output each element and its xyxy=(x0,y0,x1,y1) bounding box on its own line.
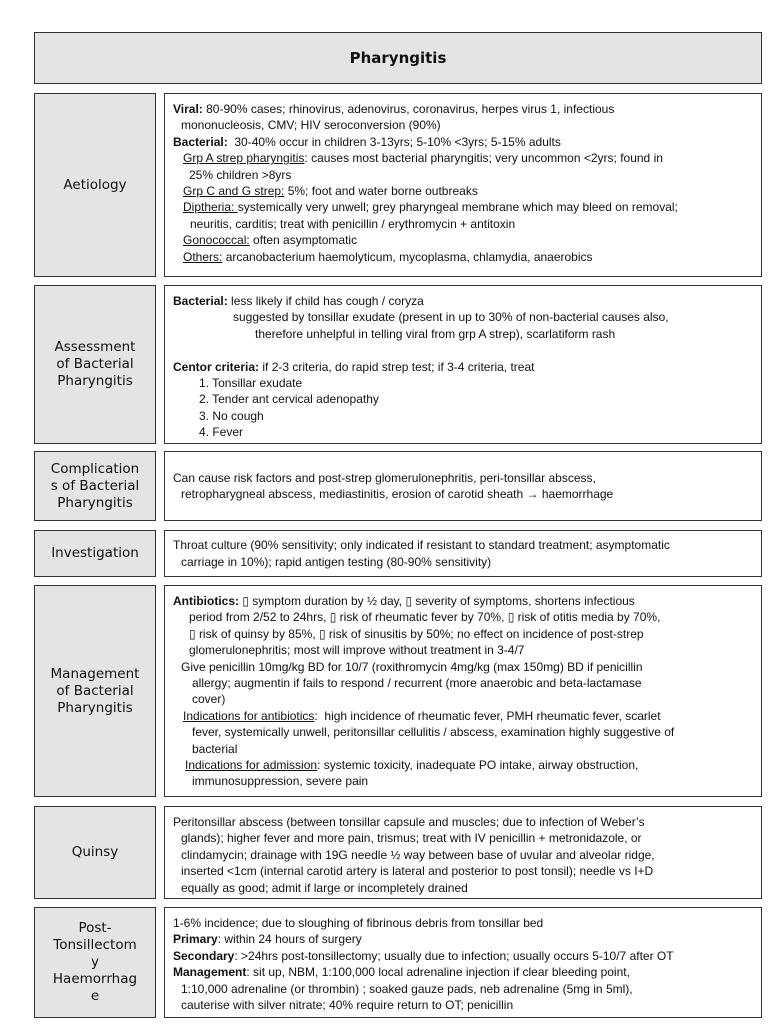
text: 80-90% cases; rhinovirus, adenovirus, coronavirus, herpes virus 1, infectious xyxy=(202,102,615,116)
underlined-subheading: Others: xyxy=(183,249,223,264)
text-line xyxy=(173,915,753,931)
section-label-complications xyxy=(34,451,156,521)
section-label-line: Pharyngitis xyxy=(57,699,133,716)
text-line xyxy=(173,424,753,440)
text-line xyxy=(173,724,753,740)
text: allergy; augmentin if fails to respond / recurrent (more anaerobic and beta-lactamase xyxy=(192,676,642,691)
text-line xyxy=(173,757,753,773)
section-label-line: Management xyxy=(50,665,140,682)
section-label-line: Post- xyxy=(78,920,112,936)
text-line xyxy=(173,408,753,424)
section-content-quinsy xyxy=(164,806,762,899)
text-line xyxy=(173,375,753,391)
text-line xyxy=(173,486,753,502)
text-line xyxy=(173,691,753,707)
text: immunosuppression, severe pain xyxy=(192,774,369,789)
text: cover) xyxy=(192,692,226,707)
text: neuritis, carditis; treat with penicillin / erythromycin + antitoxin xyxy=(190,216,516,231)
text: mononucleosis, CMV; HIV seroconversion (90%) xyxy=(181,118,441,133)
text: suggested by tonsillar exudate (present in up to 30% of non-bacterial causes also, xyxy=(233,310,669,325)
page-title: Pharyngitis xyxy=(34,32,762,84)
text: 2. Tender ant cervical adenopathy xyxy=(199,392,379,407)
underlined-subheading: Gonococcal: xyxy=(183,233,250,248)
text: : causes most bacterial pharyngitis; very uncommon <2yrs; found in xyxy=(304,151,663,166)
text-line xyxy=(173,150,753,166)
text: : within 24 hours of surgery xyxy=(217,932,362,947)
section-label-line: e xyxy=(90,988,100,1004)
text: systemically very unwell; grey pharyngeal membrane which may bleed on removal; xyxy=(237,200,678,215)
bold-heading: Viral: xyxy=(173,102,203,116)
section-label-line: Investigation xyxy=(51,545,139,561)
text-line xyxy=(173,814,753,830)
text-line xyxy=(173,931,753,947)
section-label-line: s of Bacterial xyxy=(50,477,140,494)
text-line xyxy=(173,342,753,358)
text-line xyxy=(173,609,753,625)
section-label-post-tonsillectomy-haemorrhage xyxy=(34,907,156,1018)
underlined-subheading: Indications for antibiotics xyxy=(183,708,315,723)
section-content-management xyxy=(164,585,762,797)
section-label-line: of Bacterial xyxy=(56,682,134,699)
text: 1-6% incidence; due to sloughing of fibrinous debris from tonsillar bed xyxy=(173,916,544,930)
section-label-investigation xyxy=(34,530,156,577)
text: : high incidence of rheumatic fever, PMH rheumatic fever, scarlet xyxy=(314,708,661,723)
text: therefore unhelpful in telling viral from grp A strep), scarlatiform rash xyxy=(255,326,616,341)
text-line xyxy=(173,134,753,150)
text-line xyxy=(173,593,753,609)
text: cauterise with silver nitrate; 40% require return to OT; penicillin xyxy=(181,998,514,1013)
bold-heading: Secondary xyxy=(173,948,235,963)
text-line xyxy=(173,326,753,342)
text-line xyxy=(173,216,753,232)
text: bacterial xyxy=(192,741,238,756)
text-line xyxy=(173,659,753,675)
bold-heading: Bacterial: xyxy=(173,294,228,308)
section-label-line: Aetiology xyxy=(63,176,127,193)
text-line xyxy=(173,830,753,846)
section-label-line: Pharyngitis xyxy=(57,373,133,389)
text-line xyxy=(173,309,753,325)
text-line xyxy=(173,293,753,309)
text: 3. No cough xyxy=(199,408,264,423)
text: Peritonsillar abscess (between tonsillar capsule and muscles; due to infection of Weber’s xyxy=(173,815,645,829)
section-content-investigation xyxy=(164,530,762,577)
text: period from 2/52 to 24hrs, ▯ risk of rheumatic fever by 70%, ▯ risk of otitis media by 70%, xyxy=(189,610,661,625)
text: retropharygneal abscess, mediastinitis, erosion of carotid sheath → haemorrhage xyxy=(181,487,614,501)
section-content-complications xyxy=(164,451,762,521)
text-line xyxy=(173,359,753,375)
text-line xyxy=(173,183,753,199)
underlined-subheading: Grp C and G strep: xyxy=(183,184,285,199)
text-line xyxy=(173,391,753,407)
section-label-line: Haemorrhag xyxy=(52,971,138,987)
text-line xyxy=(173,642,753,658)
section-label-assessment xyxy=(34,285,156,444)
text-line xyxy=(173,847,753,863)
section-label-line: y xyxy=(91,954,99,970)
section-content-post-tonsillectomy-haemorrhage xyxy=(164,907,762,1018)
bold-heading: Centor criteria: xyxy=(173,359,260,374)
text: : systemic toxicity, inadequate PO intake, airway obstruction, xyxy=(317,758,639,773)
text: Throat culture (90% sensitivity; only indicated if resistant to standard treatment; asymptomatic xyxy=(173,538,670,553)
text: 25% children >8yrs xyxy=(189,167,292,182)
section-label-line: of Bacterial xyxy=(56,356,134,372)
text: : sit up, NBM, 1:100,000 local adrenaline injection if clear bleeding point, xyxy=(246,965,630,980)
text: Can cause risk factors and post-strep glomerulonephritis, peri-tonsillar abscess, xyxy=(173,470,596,485)
text: often asymptomatic xyxy=(249,233,358,248)
text-line xyxy=(173,167,753,183)
text: clindamycin; drainage with 19G needle ½ way between base of uvular and alveolar ridge, xyxy=(181,847,655,862)
section-label-aetiology xyxy=(34,93,156,277)
text: equally as good; admit if large or incompletely drained xyxy=(181,880,468,895)
text: ▯ symptom duration by ½ day, ▯ severity of symptoms, shortens infectious xyxy=(239,594,635,608)
section-label-line: Tonsillectom xyxy=(53,937,137,953)
bold-heading: Bacterial: xyxy=(173,134,228,149)
section-content-aetiology xyxy=(164,93,762,277)
section-label-line: Pharyngitis xyxy=(57,494,133,511)
text: glomerulonephritis; most will improve without treatment in 3-4/7 xyxy=(189,643,525,658)
text-line xyxy=(173,981,753,997)
text-line xyxy=(173,863,753,879)
underlined-subheading: Diptheria: xyxy=(183,200,238,215)
text: inserted <1cm (internal carotid artery is lateral and posterior to post tonsil); needle vs I+D xyxy=(181,864,654,879)
text: ▯ risk of quinsy by 85%, ▯ risk of sinusitis by 50%; no effect on incidence of post-strep xyxy=(189,626,644,641)
bold-heading: Primary xyxy=(173,932,218,947)
text-line xyxy=(173,964,753,980)
text-line xyxy=(173,948,753,964)
text: fever, systemically unwell, peritonsillar cellulitis / abscess, examination highly suggestive of xyxy=(192,725,675,740)
text: carriage in 10%); rapid antigen testing (80-90% sensitivity) xyxy=(181,554,492,569)
bold-heading: Antibiotics: xyxy=(173,594,239,608)
text-line xyxy=(173,626,753,642)
text-line xyxy=(173,708,753,724)
text-line xyxy=(173,199,753,215)
text-line xyxy=(173,537,753,553)
text-line xyxy=(173,675,753,691)
text-line xyxy=(173,232,753,248)
section-label-line: Assessment xyxy=(54,339,136,355)
section-label-line: Quinsy xyxy=(71,844,119,860)
underlined-subheading: Grp A strep pharyngitis xyxy=(183,151,305,166)
text: 1. Tonsillar exudate xyxy=(199,376,303,391)
text-line xyxy=(173,554,753,570)
text: arcanobacterium haemolyticum, mycoplasma, chlamydia, anaerobics xyxy=(222,249,593,264)
text: 4. Fever xyxy=(199,425,244,440)
text: : >24hrs post-tonsillectomy; usually due to infection; usually occurs 5-10/7 after OT xyxy=(234,948,674,963)
text-line xyxy=(173,249,753,265)
text-line xyxy=(173,101,753,117)
text: 30-40% occur in children 3-13yrs; 5-10% <3yrs; 5-15% adults xyxy=(227,134,561,149)
text: less likely if child has cough / coryza xyxy=(227,294,424,308)
text-line xyxy=(173,880,753,896)
text: 5%; foot and water borne outbreaks xyxy=(284,184,478,199)
section-label-management xyxy=(34,585,156,797)
section-label-line: Complication xyxy=(50,460,140,477)
text-line xyxy=(173,997,753,1013)
text-line xyxy=(173,741,753,757)
text-line xyxy=(173,470,753,486)
section-content-assessment xyxy=(164,285,762,444)
bold-heading: Management xyxy=(173,965,247,980)
text: 1:10,000 adrenaline (or thrombin) ; soaked gauze pads, neb adrenaline (5mg in 5ml), xyxy=(181,981,633,996)
text: if 2-3 criteria, do rapid strep test; if 3-4 criteria, treat xyxy=(259,359,535,374)
text-line xyxy=(173,117,753,133)
text: Give penicillin 10mg/kg BD for 10/7 (roxithromycin 4mg/kg (max 150mg) BD if penicillin xyxy=(181,659,643,674)
text: glands); higher fever and more pain, trismus; treat with IV penicillin + metronidazole, or xyxy=(181,831,642,846)
text-line xyxy=(173,773,753,789)
underlined-subheading: Indications for admission xyxy=(185,758,318,773)
section-label-quinsy xyxy=(34,806,156,899)
